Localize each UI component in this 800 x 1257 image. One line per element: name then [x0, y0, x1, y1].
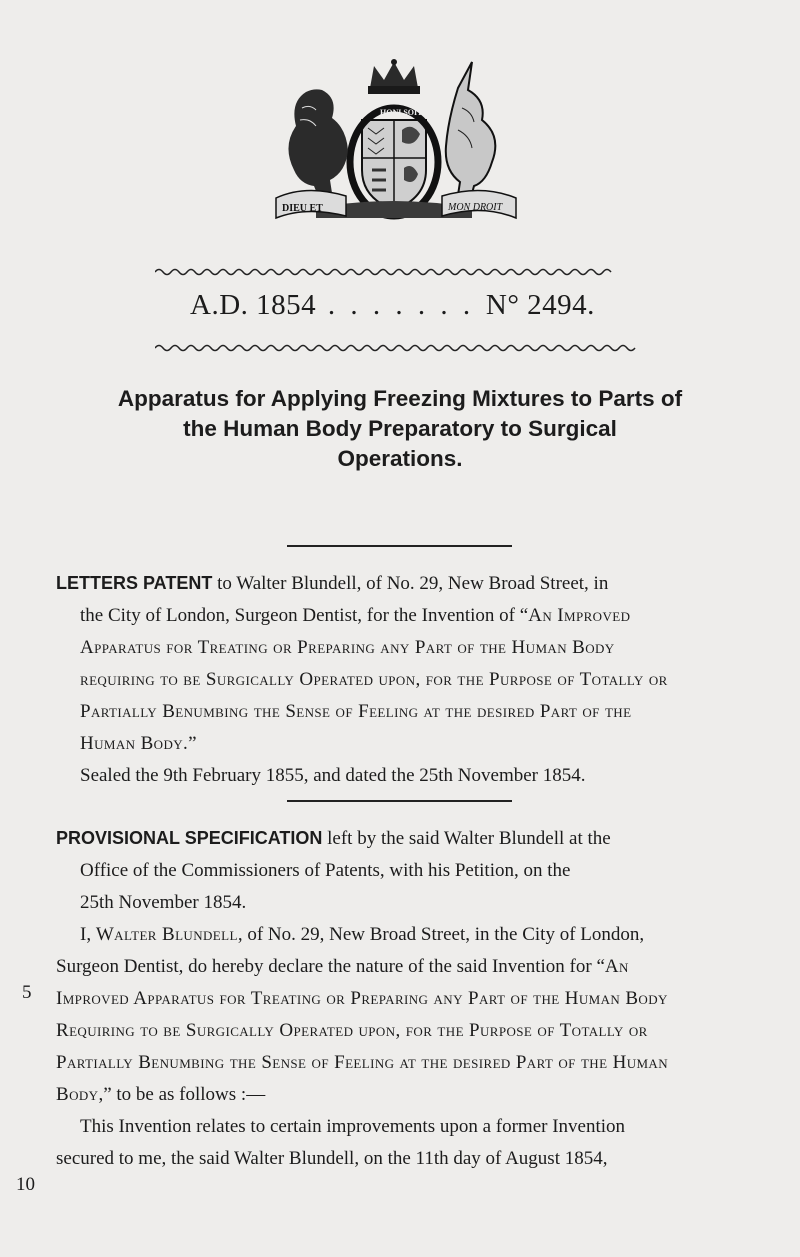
crown-icon [368, 59, 420, 94]
royal-crest-emblem [262, 58, 527, 228]
svg-text:DIEU ET: DIEU ET [282, 203, 323, 214]
title-line-1: Apparatus for Applying Freezing Mixtures to Parts of [117, 386, 683, 411]
ad-year: A.D. 1854 [190, 289, 317, 321]
line-number-5: 5 [22, 982, 32, 1003]
wavy-rule-top [155, 266, 645, 278]
letters-patent-paragraph: LETTERS PATENT to Walter Blundell, of No. 29, New Broad Street, in the City of London, Surgeon Dentist, for the Invention of “An Improved Apparatus for Treating or Preparing any Part of the Human Body requiring to be Surgically Operated upon, for the Purpose of Totally or Partially Benumbing the Sense of Feeling at the desired Part of the Human Body.” Sealed the 9th February 1855, and dated the 25th November 1854. [56, 567, 756, 792]
unicorn-supporter-icon [446, 62, 496, 208]
wavy-rule-bottom [155, 342, 645, 354]
lion-supporter-icon [288, 89, 348, 206]
page-title [40, 384, 760, 474]
divider-rule-1 [287, 545, 512, 547]
provisional-heading: PROVISIONAL SPECIFICATION [56, 828, 323, 848]
divider-rule-2 [287, 800, 512, 802]
title-line-2: the Human Body Preparatory to Surgical [183, 416, 617, 441]
patent-header-line [190, 289, 630, 322]
svg-text:MON DROIT: MON DROIT [448, 202, 503, 213]
title-line-3: Operations. [337, 446, 463, 471]
svg-text:HONI SOIT: HONI SOIT [380, 108, 423, 117]
leader-dots: . . . . . . . [327, 289, 475, 321]
provisional-specification-paragraph: PROVISIONAL SPECIFICATION left by the said Walter Blundell at the Office of the Commissioners of Patents, with his Petition, on the 25th November 1854. I, Walter Blundell, of No. 29, New Broad Street, in the City of London, Surgeon Dentist, do hereby declare the nature of the said Invention for “An Improved Apparatus for Treating or Preparing any Part of the Human Body Requiring to be Surgically Operated upon, for the Purpose of Totally or Partially Benumbing the Sense of Feeling at the desired Part of the Human Body,” to be as follows :— This Invention relates to certain improvements upon a former Invention secured to me, the said Walter Blundell, on the 11th day of August 1854, [56, 828, 669, 1169]
letters-patent-heading: LETTERS PATENT [56, 573, 213, 593]
sealed-date-line: Sealed the 9th February 1855, and dated the 25th November 1854. [80, 765, 586, 786]
patent-number: N° 2494. [485, 289, 595, 321]
line-number-10: 10 [16, 1174, 35, 1195]
